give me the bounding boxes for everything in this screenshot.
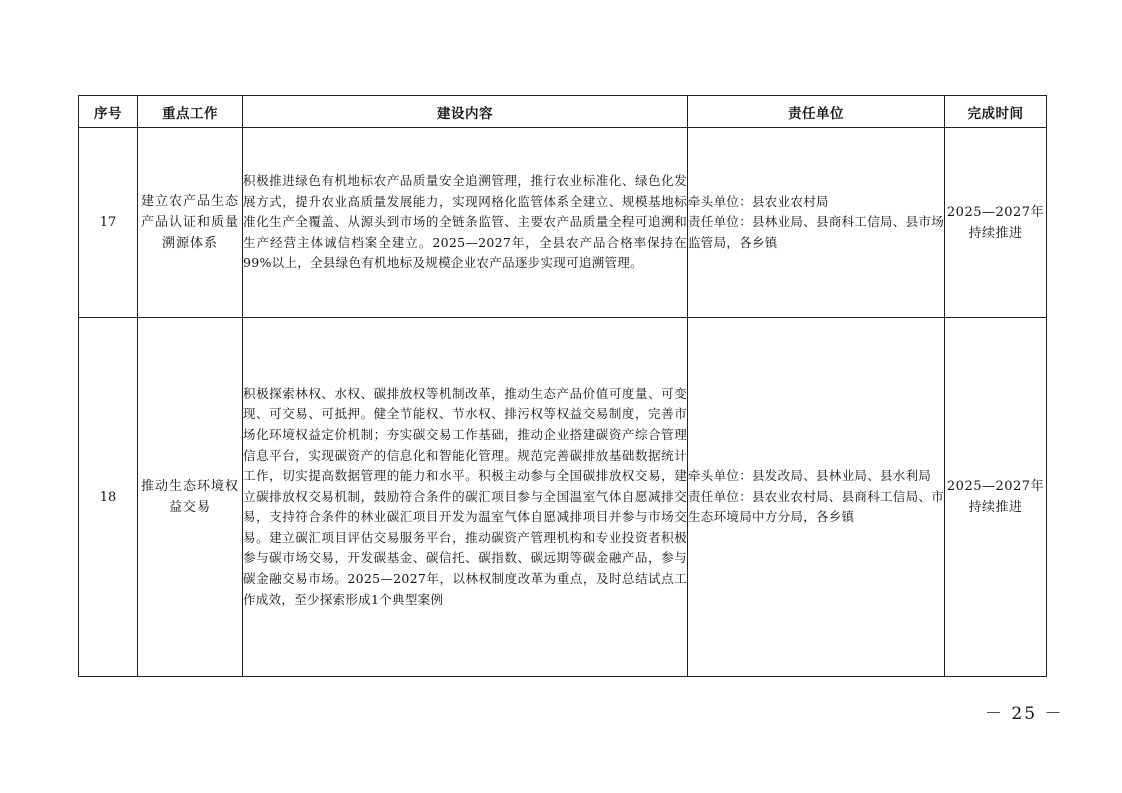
row-seq: 17 — [79, 128, 138, 318]
row-content: 积极推进绿色有机地标农产品质量安全追溯管理，推行农业标准化、绿色化发展方式，提升农业高质量发展能力，实现网格化监管体系全建立、规模基地标准化生产全覆盖、从源头到市场的全链条监管、主要农产品质量全程可追溯和生产经营主体诚信档案全建立。2025—2027年，全县农产品合格率保持在99%以上，全县绿色有机地标及规模企业农产品逐步实现可追溯管理。 — [243, 128, 688, 318]
header-unit: 责任单位 — [688, 96, 945, 128]
row-seq: 18 — [79, 318, 138, 677]
table-row — [79, 318, 1047, 677]
time-range: 2025—2027年 — [946, 479, 1045, 494]
row-time — [945, 128, 1047, 318]
time-status: 持续推进 — [968, 225, 1023, 241]
table-header-row — [79, 96, 1047, 128]
row-task: 推动生态环境权益交易 — [138, 318, 243, 677]
page-number: － 25 － — [985, 704, 1064, 724]
row-time — [945, 318, 1047, 677]
header-time: 完成时间 — [945, 96, 1047, 128]
header-content: 建设内容 — [243, 96, 688, 128]
time-range: 2025—2027年 — [946, 204, 1045, 220]
responsible-unit: 责任单位：县农业农村局、县商科工信局、市生态环境局中方分局，各乡镇 — [688, 488, 945, 525]
lead-unit: 牵头单位：县农业农村局 — [688, 193, 829, 209]
responsible-unit: 责任单位：县林业局、县商科工信局、县市场监管局，各乡镇 — [688, 214, 945, 250]
table-row — [79, 128, 1047, 318]
header-seq: 序号 — [79, 96, 138, 128]
lead-unit: 牵头单位：县发改局、县林业局、县水利局 — [688, 468, 932, 484]
work-plan-table — [78, 95, 1047, 677]
header-task: 重点工作 — [138, 96, 243, 128]
row-unit — [688, 318, 945, 677]
row-unit — [688, 128, 945, 318]
time-status: 持续推进 — [968, 500, 1023, 515]
row-content: 积极探索林权、水权、碳排放权等机制改革，推动生态产品价值可度量、可变现、可交易、可抵押。健全节能权、节水权、排污权等权益交易制度，完善市场化环境权益定价机制；夯实碳交易工作基础，推动企业搭建碳资产综合管理信息平台，实现碳资产的信息化和智能化管理。规范完善碳排放基础数据统计工作，切实提高数据管理的能力和水平。积极主动参与全国碳排放权交易，建立碳排放权交易机制，鼓励符合条件的碳汇项目参与全国温室气体自愿减排交易，支持符合条件的林业碳汇项目开发为温室气体自愿减排项目并参与市场交易。建立碳汇项目评估交易服务平台，推动碳资产管理机构和专业投资者积极参与碳市场交易，开发碳基金、碳信托、碳指数、碳远期等碳金融产品，参与碳金融交易市场。2025—2027年，以林权制度改革为重点，及时总结试点工作成效，至少探索形成1个典型案例 — [243, 318, 688, 677]
row-task: 建立农产品生态产品认证和质量溯源体系 — [138, 128, 243, 318]
